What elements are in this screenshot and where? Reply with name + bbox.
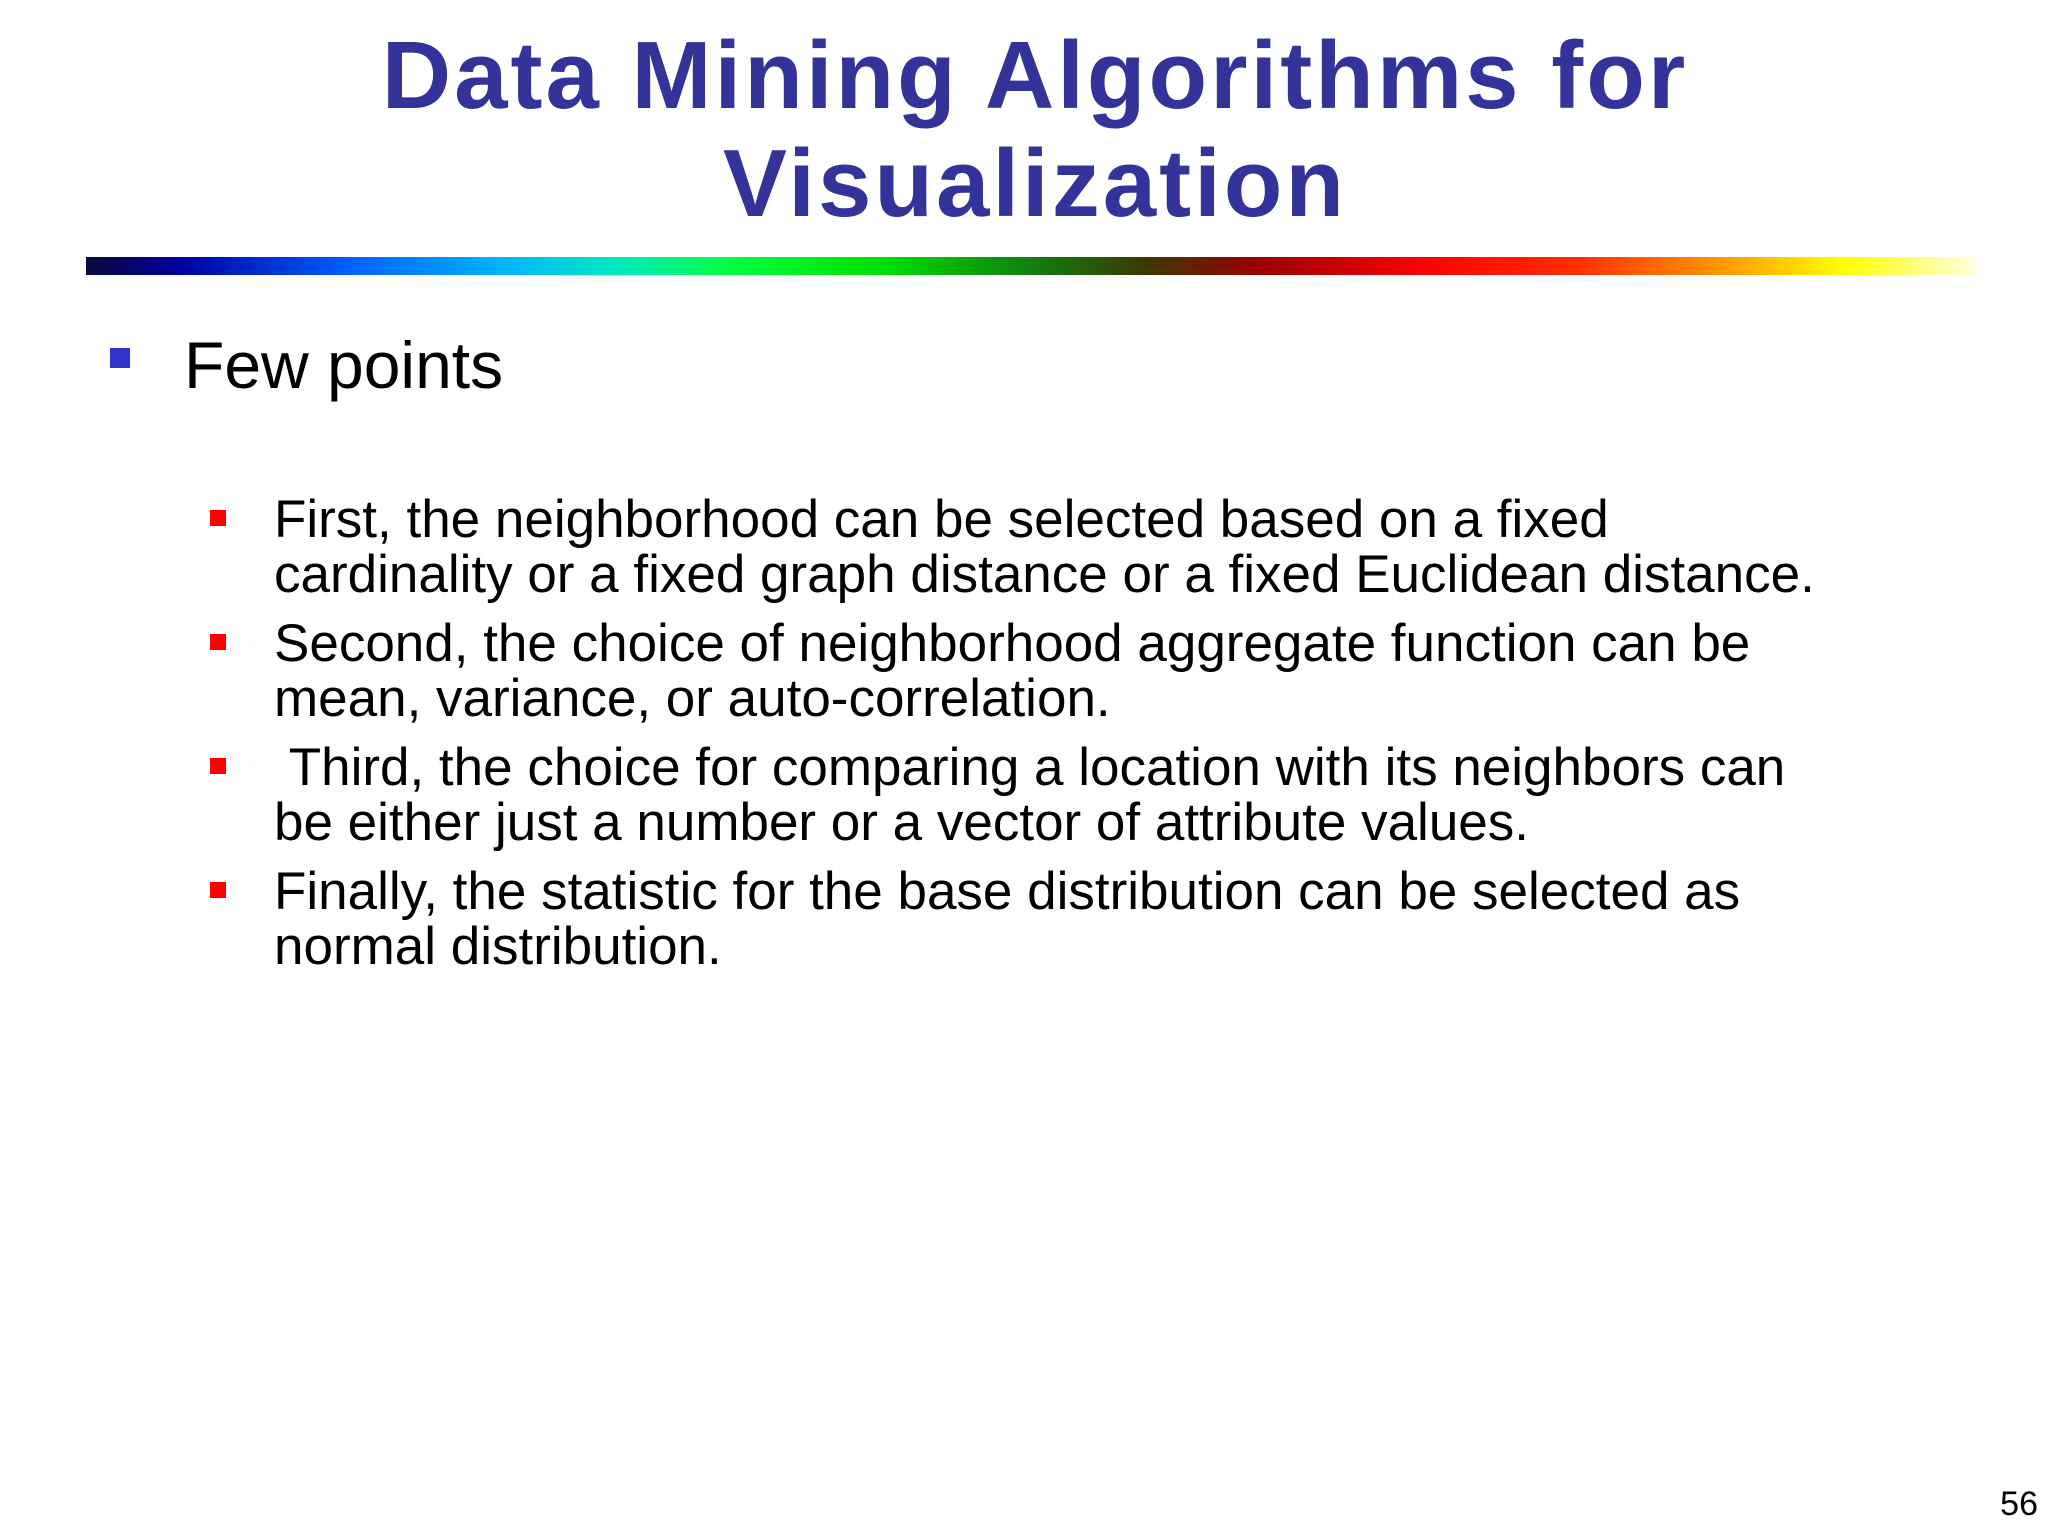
sub-bullet-text: First, the neighborhood can be selected based on a fixed cardinality or a fixed graph distance or a fixed Euclidean distance. xyxy=(274,490,1815,604)
red-square-bullet-icon xyxy=(210,758,226,774)
red-square-bullet-icon xyxy=(210,510,226,526)
sub-bullet-item xyxy=(210,616,1970,726)
slide-title-line-2: Visualization xyxy=(722,130,1348,237)
page-number: 56 xyxy=(2000,1485,2038,1523)
rainbow-divider xyxy=(86,257,1976,275)
slide-title xyxy=(0,22,2048,238)
slide-title-line-1: Data Mining Algorithms for xyxy=(381,22,1689,129)
sub-bullet-item xyxy=(210,740,1970,850)
blue-square-bullet-icon xyxy=(110,348,130,368)
sub-bullet-text: Second, the choice of neighborhood aggregate function can be mean, variance, or auto-correlation. xyxy=(274,614,1751,728)
sub-bullet-list xyxy=(210,492,1970,988)
sub-bullet-text: Finally, the statistic for the base distribution can be selected as normal distribution. xyxy=(274,862,1741,976)
level1-bullet-text: Few points xyxy=(184,328,504,402)
sub-bullet-item xyxy=(210,492,1970,602)
red-square-bullet-icon xyxy=(210,634,226,650)
sub-bullet-item xyxy=(210,864,1970,974)
red-square-bullet-icon xyxy=(210,882,226,898)
sub-bullet-text: Third, the choice for comparing a location with its neighbors can be either just a number or a vector of attribute values. xyxy=(274,738,1786,852)
